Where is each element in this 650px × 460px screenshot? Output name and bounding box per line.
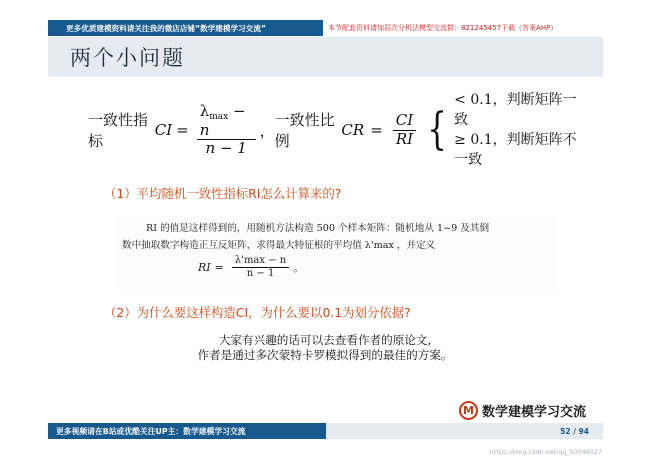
ri-formula: [198, 255, 304, 279]
cr-numerator: CI: [393, 112, 416, 130]
ri-numerator: λ'max − n: [232, 255, 289, 268]
cases-brace: {: [427, 104, 447, 155]
watermark: https://blog.csdn.net/qq_50046027: [489, 448, 602, 456]
ci-numerator: [197, 103, 256, 141]
brand-logo: [459, 401, 586, 420]
answer-note-1: 大家有兴趣的话可以去查看作者的原论文,: [218, 333, 432, 347]
excerpt-line-1: RI 的值是这样得到的，用随机方法构造 500 个样本矩阵：随机地从 1~9 及其倒: [146, 223, 490, 234]
top-banner: [48, 20, 603, 36]
ci-denominator: n − 1: [205, 139, 247, 158]
cr-label: 一致性比例: [274, 111, 335, 150]
slide-title: 两个小问题: [70, 46, 185, 70]
ri-symbol: RI: [198, 260, 211, 274]
brand-name: 数学建模学习交流: [482, 405, 587, 420]
bottom-banner: [48, 423, 603, 439]
consistency-formula: [88, 92, 588, 168]
bottom-banner-left: 更多视频请在B站或优酷关注UP主：数学建模学习交流: [48, 423, 326, 439]
ci-fraction: [197, 103, 256, 158]
cases-list: [454, 90, 588, 170]
lambda-symbol: λ: [199, 101, 210, 120]
ci-numerator-rest: − n: [199, 101, 246, 139]
cr-fraction: [393, 112, 416, 148]
m-logo-icon: M: [459, 401, 478, 420]
cr-equals: =: [370, 121, 383, 139]
case-consistent: < 0.1，判断矩阵一致: [454, 92, 577, 128]
ri-equals: =: [214, 260, 224, 274]
excerpt-line-2: 数中抽取数字构造正互反矩阵，求得最大特征根的平均值 λ'max ，并定义: [122, 240, 436, 251]
top-banner-right: 本节配套资料请加层次分析法模型交流群：821245457下载（答案AHP）: [323, 20, 603, 36]
paper-excerpt: [118, 217, 558, 289]
ri-fraction: [232, 255, 289, 279]
case-inconsistent: ≥ 0.1，判断矩阵不一致: [454, 132, 577, 168]
top-banner-left: 更多优质建模资料请关注我的微店店铺“数学建模学习交流”: [48, 20, 323, 36]
cr-symbol: CR: [341, 121, 365, 139]
ri-denominator: n − 1: [246, 267, 275, 279]
cr-denominator: RI: [395, 129, 414, 148]
ci-equals: =: [176, 121, 189, 139]
ci-label: 一致性指标: [88, 111, 149, 150]
formula-separator: ，: [259, 121, 275, 140]
page-number: 52 / 94: [326, 423, 603, 439]
lambda-subscript: max: [209, 111, 229, 122]
title-bar: [48, 37, 603, 77]
answer-note-2: 作者是通过多次蒙特卡罗模拟得到的最佳的方案。: [197, 348, 453, 362]
ri-end: 。: [293, 261, 305, 274]
question-2: （2）为什么要这样构造CI，为什么要以0.1为划分依据?: [104, 305, 411, 320]
ci-symbol: CI: [154, 121, 173, 139]
question-1: （1）平均随机一致性指标RI怎么计算来的?: [104, 186, 342, 201]
